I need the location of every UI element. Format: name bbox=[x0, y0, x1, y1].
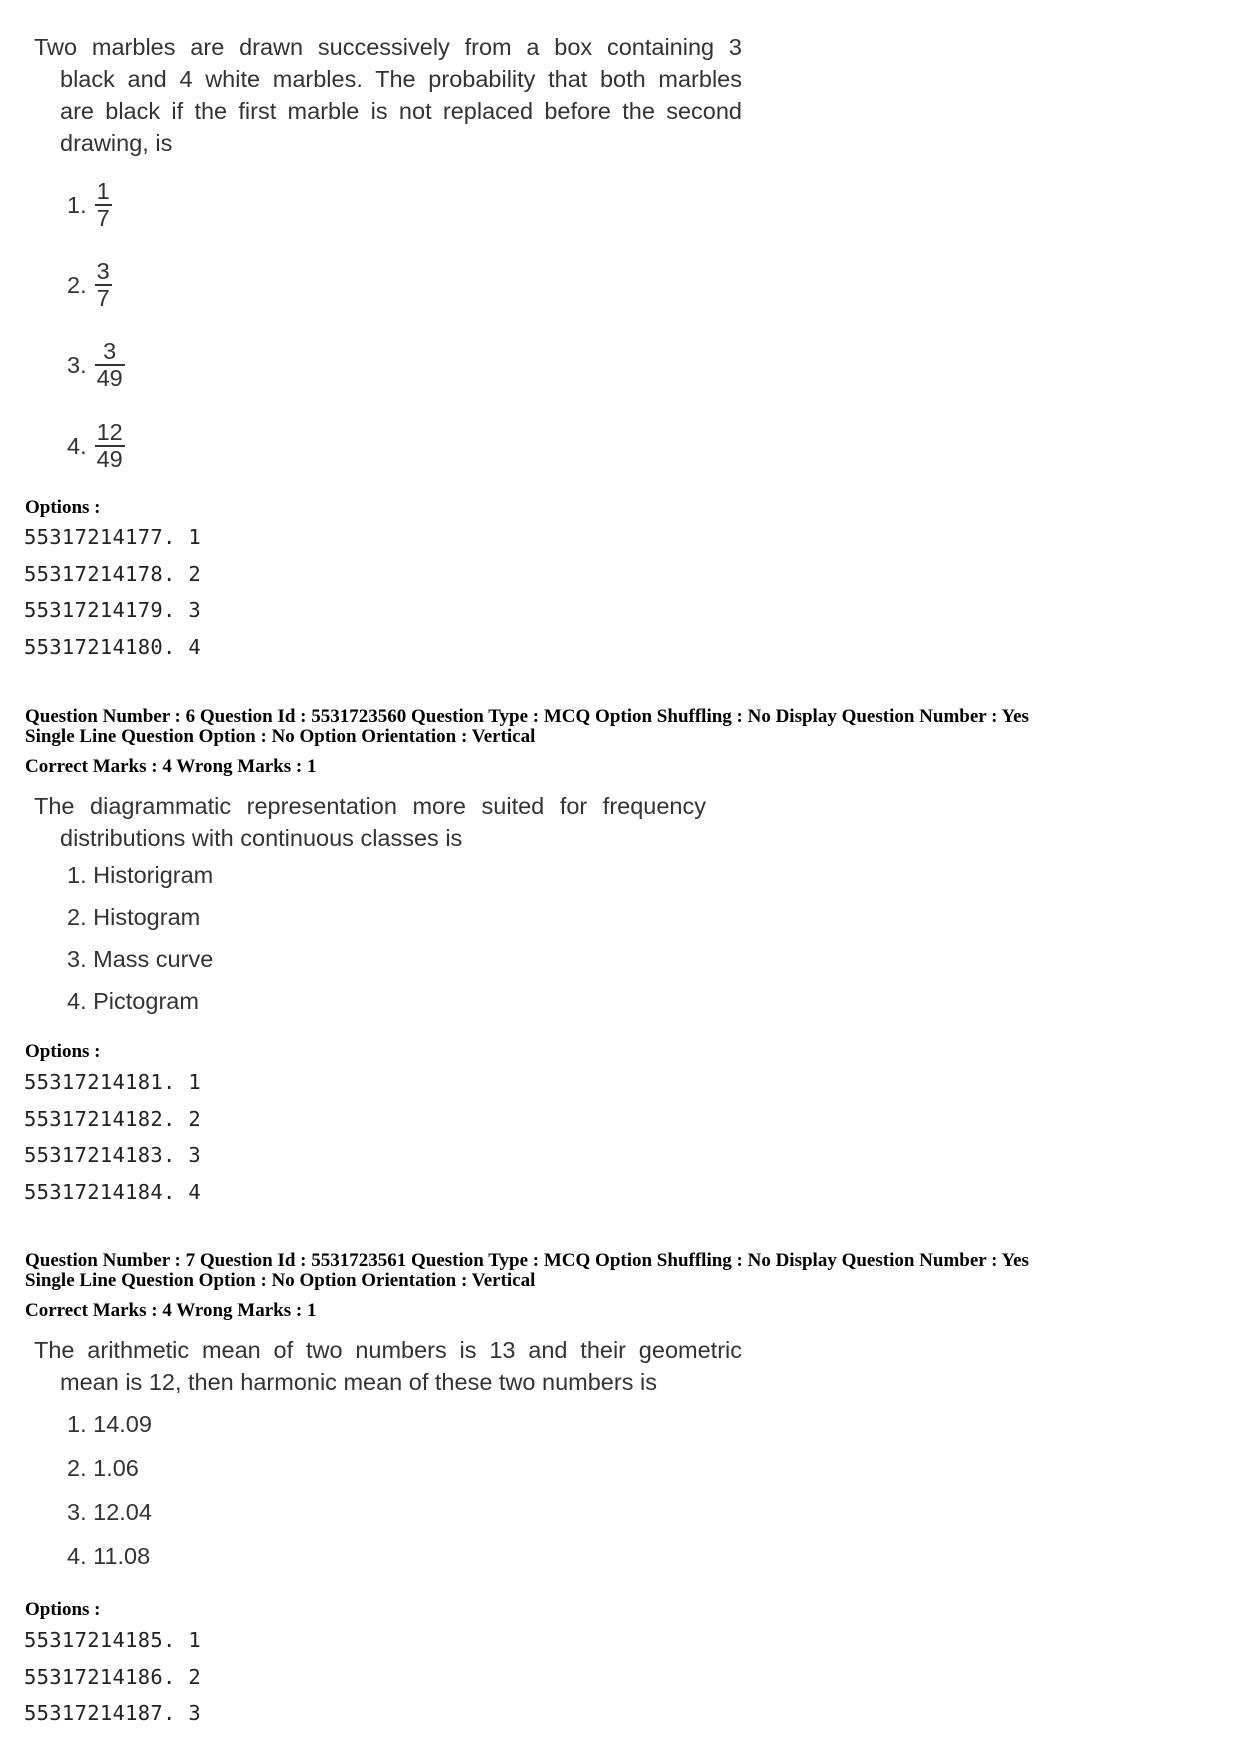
question-stem bbox=[34, 790, 706, 854]
option-row: 55317214184. 4 bbox=[24, 1180, 201, 1204]
option-row: 55317214179. 3 bbox=[24, 598, 201, 622]
choice-number: 4. bbox=[67, 432, 87, 459]
option-row: 55317214186. 2 bbox=[24, 1665, 201, 1689]
option-row: 55317214183. 3 bbox=[24, 1143, 201, 1167]
options-label: Options : bbox=[25, 1041, 101, 1062]
choice-1 bbox=[67, 174, 112, 236]
denominator: 7 bbox=[96, 204, 110, 231]
choice-1: 1. 14.09 bbox=[67, 1411, 152, 1437]
fraction bbox=[95, 259, 112, 311]
numerator: 3 bbox=[103, 338, 117, 365]
option-row: 55317214177. 1 bbox=[24, 525, 201, 549]
question-header: Question Number : 7 Question Id : 5531723561 Question Type : MCQ Option Shuffling : No Display Question Number : Yes bbox=[25, 1250, 1029, 1271]
stem-line: black and 4 white marbles. The probability that both marbles bbox=[60, 66, 742, 92]
option-row: 55317214180. 4 bbox=[24, 635, 201, 659]
stem-line: drawing, is bbox=[60, 130, 173, 156]
question-header: Question Number : 6 Question Id : 5531723560 Question Type : MCQ Option Shuffling : No Display Question Number : Yes bbox=[25, 706, 1029, 727]
choice-2 bbox=[67, 254, 112, 316]
marks-line: Correct Marks : 4 Wrong Marks : 1 bbox=[25, 756, 317, 777]
marks-line: Correct Marks : 4 Wrong Marks : 1 bbox=[25, 1300, 317, 1321]
option-row: 55317214178. 2 bbox=[24, 562, 201, 586]
denominator: 49 bbox=[96, 445, 123, 472]
option-row: 55317214181. 1 bbox=[24, 1070, 201, 1094]
numerator: 12 bbox=[96, 419, 123, 446]
numerator: 1 bbox=[96, 178, 110, 205]
fraction bbox=[95, 420, 125, 472]
question-stem bbox=[34, 31, 742, 159]
choice-4: 4. Pictogram bbox=[67, 988, 199, 1014]
choice-number: 3. bbox=[67, 351, 87, 378]
question-header-line-2: Single Line Question Option : No Option Orientation : Vertical bbox=[25, 1270, 536, 1291]
choice-number: 1. bbox=[67, 191, 87, 218]
choice-3 bbox=[67, 334, 125, 396]
choice-4 bbox=[67, 415, 125, 477]
stem-line: mean is 12, then harmonic mean of these two numbers is bbox=[60, 1369, 657, 1395]
fraction bbox=[95, 339, 125, 391]
stem-line: distributions with continuous classes is bbox=[60, 825, 463, 851]
option-row: 55317214187. 3 bbox=[24, 1701, 201, 1725]
stem-line: Two marbles are drawn successively from a box containing 3 bbox=[34, 34, 742, 60]
question-header-line-2: Single Line Question Option : No Option Orientation : Vertical bbox=[25, 726, 536, 747]
option-row: 55317214185. 1 bbox=[24, 1628, 201, 1652]
choice-2: 2. 1.06 bbox=[67, 1455, 139, 1481]
choice-2: 2. Histogram bbox=[67, 904, 201, 930]
choice-3: 3. Mass curve bbox=[67, 946, 214, 972]
options-label: Options : bbox=[25, 497, 101, 518]
denominator: 7 bbox=[96, 284, 110, 311]
stem-line: The diagrammatic representation more suited for frequency bbox=[34, 793, 706, 819]
choice-4: 4. 11.08 bbox=[67, 1543, 151, 1569]
stem-line: are black if the first marble is not replaced before the second bbox=[60, 98, 742, 124]
stem-line: The arithmetic mean of two numbers is 13 and their geometric bbox=[34, 1337, 742, 1363]
choice-3: 3. 12.04 bbox=[67, 1499, 152, 1525]
fraction bbox=[95, 179, 112, 231]
choice-number: 2. bbox=[67, 271, 87, 298]
choice-1: 1. Historigram bbox=[67, 862, 214, 888]
option-row: 55317214182. 2 bbox=[24, 1107, 201, 1131]
question-stem bbox=[34, 1334, 742, 1398]
options-label: Options : bbox=[25, 1599, 101, 1620]
denominator: 49 bbox=[96, 364, 123, 391]
numerator: 3 bbox=[96, 258, 110, 285]
